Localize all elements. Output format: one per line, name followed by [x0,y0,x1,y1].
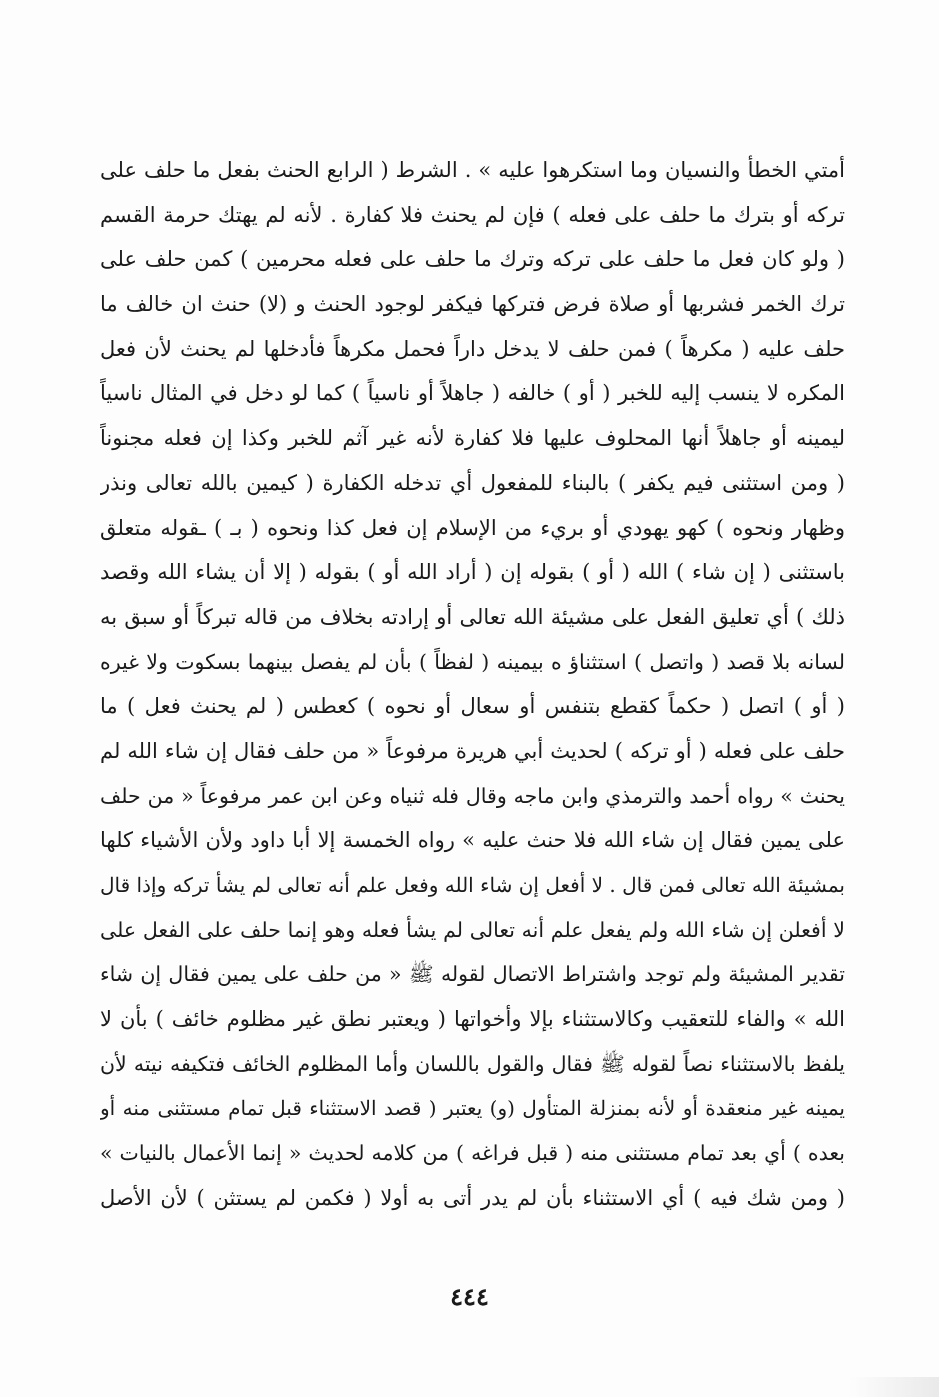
text-line: ترك الخمر فشربها أو صلاة فرض فتركها فيكفر لوجود الحنث و (لا) حنث ان خالف ما [100,292,845,317]
text-line: المكره لا ينسب إليه للخبر ( أو ) خالفه ( جاهلاً أو ناسياً ) كما لو دخل في المثال ناسياً [100,381,845,406]
text-line: تقدير المشيئة ولم توجد واشتراط الاتصال لقوله ﷺ « من حلف على يمين فقال إن شاء [100,962,845,987]
text-line: ( أو ) اتصل ( حكماً كقطع بتنفس أو سعال أو نحوه ) كعطس ( لم يحنث فعل ) ما [100,694,845,719]
text-line: على يمين فقال إن شاء الله فلا حنث عليه » رواه الخمسة إلا أبا داود ولأن الأشياء كلها [100,828,845,853]
text-line: يمينه غير منعقدة أو لأنه بمنزلة المتأول (و) يعتبر ( قصد الاستثناء قبل تمام مستثنى منه أو [100,1096,845,1121]
text-line: لا أفعلن إن شاء الله ولم يفعل علم أنه تعالى لم يشأ فعله وهو إنما حلف على الفعل على [100,917,845,942]
page-number: ٤٤٤ [450,1282,489,1311]
scan-edge-shadow [849,1377,939,1397]
text-line: يحنث » رواه أحمد والترمذي وابن ماجه وقال فله ثنياه وعن ابن عمر مرفوعاً « من حلف [100,783,845,808]
text-line: الله » والفاء للتعقيب وكالاستثناء بإلا وأخواتها ( ويعتبر نطق غير مظلوم خائف ) بأن لا [100,1007,845,1032]
text-line: يلفظ بالاستثناء نصاً لقوله ﷺ فقال والقول باللسان وأما المظلوم الخائف فتكيفه نيته لأن [100,1051,845,1076]
text-line: أمتي الخطأ والنسيان وما استكرهوا عليه » . الشرط ( الرابع الحنث بفعل ما حلف على [100,158,845,182]
text-line: تركه أو بترك ما حلف على فعله ) فإن لم يحنث فلا كفارة . لأنه لم يهتك حرمة القسم [100,202,845,227]
text-line: حلف عليه ( مكرهاً ) فمن حلف لا يدخل داراً فحمل مكرهاً فأدخلها لم يحنث لأن فعل [100,336,845,361]
text-line: ذلك ) أي تعليق الفعل على مشيئة الله تعالى أو إرادته بخلاف من قاله تبركاً أو سبق به [100,604,845,629]
text-line: بعده ) أي بعد تمام مستثنى منه ( قبل فراغه ) من كلامه لحديث « إنما الأعمال بالنيات » [100,1141,845,1166]
text-line: ( ومن شك فيه ) أي الاستثناء بأن لم يدر أتى به أولا ( فكمن لم يستثن ) لأن الأصل [100,1185,845,1210]
text-line: باستثنى ( إن شاء ) الله ( أو ) بقوله إن ( أراد الله أو ) بقوله ( إلا أن يشاء الله وقصد [100,560,845,585]
text-line: حلف على فعله ( أو تركه ) لحديث أبي هريرة مرفوعاً « من حلف فقال إن شاء الله لم [100,738,845,763]
text-line: وظهار ونحوه ) كهو يهودي أو بريء من الإسلام إن فعل كذا ونحوه ( بـ ) ـقوله متعلق [100,515,845,540]
text-line: بمشيئة الله تعالى فمن قال . لا أفعل إن شاء الله وفعل علم أنه تعالى لم يشأ تركه وإذا قال [100,873,845,897]
body-text [100,148,845,1221]
text-line: ( ومن استثنى فيم يكفر ) بالبناء للمفعول أي تدخله الكفارة ( كيمين بالله تعالى ونذر [100,470,845,495]
text-line: ( ولو كان فعل ما حلف على تركه وترك ما حلف على فعله محرمين ) كمن حلف على [100,247,845,272]
text-line: لسانه بلا قصد ( واتصل ) استثناؤ ه بيمينه ( لفظاً ) بأن لم يفصل بينهما بسكوت ولا غيره [100,649,845,674]
text-line: ليمينه أو جاهلاً أنها المحلوف عليها فلا كفارة لأنه غير آثم للخبر وكذا إن فعله مجنوناً [100,426,845,451]
